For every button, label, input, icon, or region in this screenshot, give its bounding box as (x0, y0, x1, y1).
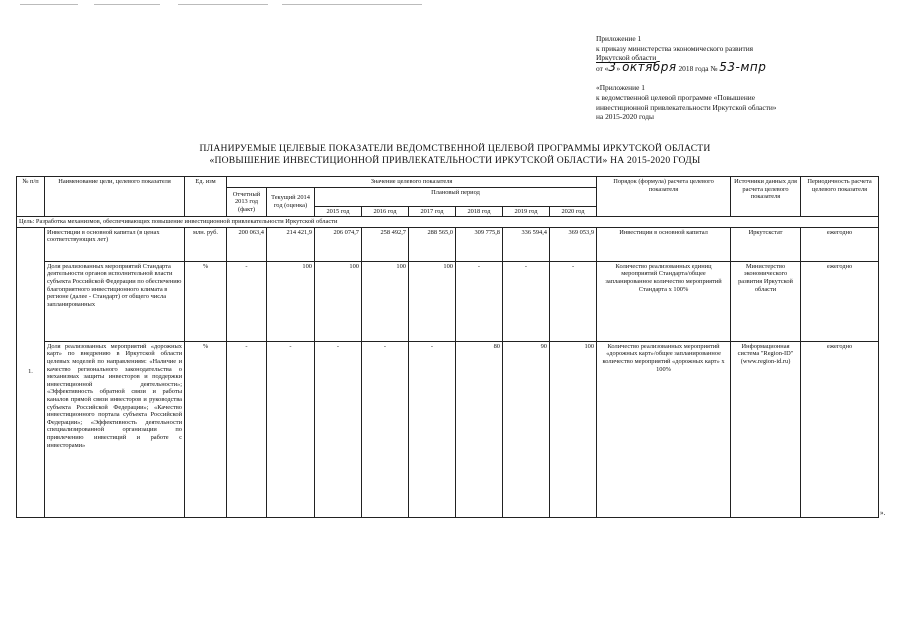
header-name: Наименование цели, целевого показателя (45, 177, 185, 217)
table-row (17, 227, 879, 261)
indicator-2016: 258 492,7 (362, 227, 409, 261)
header-plan-group: Плановый период (315, 187, 597, 206)
scan-artifact-lines (20, 4, 440, 7)
indicator-current: 214 421,9 (267, 227, 315, 261)
indicator-reported: - (227, 261, 267, 341)
header-reported: Отчетный 2013 год (факт) (227, 187, 267, 217)
indicator-source: Информационная система "Region-ID" (www.region-id.ru) (731, 341, 801, 517)
header-row-1 (17, 177, 879, 188)
title-line-1: ПЛАНИРУЕМЫЕ ЦЕЛЕВЫЕ ПОКАЗАТЕЛИ ВЕДОМСТВЕННОЙ ЦЕЛЕВОЙ ПРОГРАММЫ ИРКУТСКОЙ ОБЛАСТИ (199, 143, 711, 154)
indicator-2017: - (409, 341, 456, 517)
indicator-2017: 288 565,0 (409, 227, 456, 261)
indicator-2015: 100 (315, 261, 362, 341)
sub-appendix-line-1: «Приложение 1 (596, 83, 645, 93)
header-value-group: Значение целевого показателя (227, 177, 597, 188)
indicator-period: ежегодно (801, 261, 879, 341)
indicator-current: 100 (267, 261, 315, 341)
header-period: Периодичность расчета целевого показателя (801, 177, 879, 217)
date-month-handwritten: октября (622, 59, 677, 74)
indicator-source: Министерство экономического развития Иркутской области (731, 261, 801, 341)
indicator-2018: - (456, 261, 503, 341)
indicator-current: - (267, 341, 315, 517)
goal-row (17, 217, 879, 228)
indicator-period: ежегодно (801, 227, 879, 261)
appendix-header (596, 34, 866, 122)
indicator-2020: 369 053,9 (550, 227, 597, 261)
indicator-unit: % (185, 341, 227, 517)
indicator-unit: млн. руб. (185, 227, 227, 261)
indicator-2019: 90 (503, 341, 550, 517)
title-line-2: «ПОВЫШЕНИЕ ИНВЕСТИЦИОННОЙ ПРИВЛЕКАТЕЛЬНОСТИ ИРКУТСКОЙ ОБЛАСТИ» НА 2015-2020 ГОДЫ (209, 155, 701, 166)
indicator-2019: 336 594,4 (503, 227, 550, 261)
indicator-formula: Количество реализованных мероприятий «дорожных карт»/общее запланированное количество мероприятий «дорожных карт» x 100% (597, 341, 731, 517)
appendix-line-2: к приказу министерства экономического развития (596, 43, 754, 53)
header-unit: Ед. изм (185, 177, 227, 217)
date-day-handwritten: 3 (608, 59, 617, 74)
appendix-line-1: Приложение 1 (596, 34, 642, 43)
indicator-source: Иркутскстат (731, 227, 801, 261)
indicator-unit: % (185, 261, 227, 341)
order-number-handwritten: 53-мпр (719, 59, 767, 74)
indicator-2015: - (315, 341, 362, 517)
indicator-2015: 206 074,7 (315, 227, 362, 261)
indicator-2018: 80 (456, 341, 503, 517)
indicator-2020: 100 (550, 341, 597, 517)
indicator-period: ежегодно (801, 341, 879, 517)
table-row (17, 341, 879, 517)
header-source: Источники данных для расчета целевого показателя (731, 177, 801, 217)
date-mid: » (616, 63, 621, 73)
appendix-date-line (596, 59, 866, 74)
goal-text: Цель: Разработка механизмов, обеспечивающих повышение инвестиционной привлекательности Иркутской области (17, 217, 879, 228)
indicator-2020: - (550, 261, 597, 341)
date-year: 2018 года № (678, 63, 718, 73)
header-formula: Порядок (формула) расчета целевого показателя (597, 177, 731, 217)
region-name: Иркутской области (596, 53, 657, 63)
indicator-formula: Инвестиции в основной капитал (597, 227, 731, 261)
header-year-2019: 2019 год (503, 206, 550, 217)
indicator-2018: 309 775,8 (456, 227, 503, 261)
document-title (120, 143, 790, 167)
indicator-formula: Количество реализованных единиц мероприятий Стандарта/общее запланированное количество мероприятий Стандарта x 100% (597, 261, 731, 341)
header-num: № п/п (17, 177, 45, 217)
header-year-2016: 2016 год (362, 206, 409, 217)
indicator-reported: - (227, 341, 267, 517)
date-prefix: от « (596, 63, 609, 73)
sub-appendix-line-4: на 2015-2020 годы (596, 112, 655, 122)
indicator-name: Доля реализованных мероприятий «дорожных карт» по внедрению в Иркутской области целевых моделей по направлениям: «Наличие и качество регионального законодательства о механизмах защиты инвесторов и поддержки инвестиционной деятельности»; «Эффективность обратной связи и работы каналов прямой связи инвесторов и руководства субъекта Российской Федерации»; «Качество инвестиционного портала субъекта Российской Федерации»; «Эффективность деятельности специализированной организации по привлечению инвестиций и работе с инвесторами» (45, 341, 185, 517)
header-current: Текущий 2014 год (оценка) (267, 187, 315, 217)
indicator-name: Доля реализованных мероприятий Стандарта деятельности органов исполнительной власти субъекта Российской Федерации по обеспечению благоприятного инвестиционного климата в регионе (далее - Стандарт) от общего числа запланированных (45, 261, 185, 341)
sub-appendix-line-3: инвестиционной привлекательности Иркутской области» (596, 102, 777, 112)
closing-quote-mark: ». (880, 509, 886, 517)
table-row (17, 261, 879, 341)
indicator-2016: 100 (362, 261, 409, 341)
header-year-2020: 2020 год (550, 206, 597, 217)
indicator-2016: - (362, 341, 409, 517)
indicators-table (16, 176, 879, 518)
indicator-name: Инвестиции в основной капитал (в ценах соответствующих лет) (45, 227, 185, 261)
header-year-2017: 2017 год (409, 206, 456, 217)
header-year-2015: 2015 год (315, 206, 362, 217)
indicator-reported: 200 063,4 (227, 227, 267, 261)
indicator-2019: - (503, 261, 550, 341)
sub-appendix-line-2: к ведомственной целевой программе «Повышение (596, 92, 756, 102)
header-year-2018: 2018 год (456, 206, 503, 217)
indicator-2017: 100 (409, 261, 456, 341)
row-number: 1. (17, 227, 45, 517)
